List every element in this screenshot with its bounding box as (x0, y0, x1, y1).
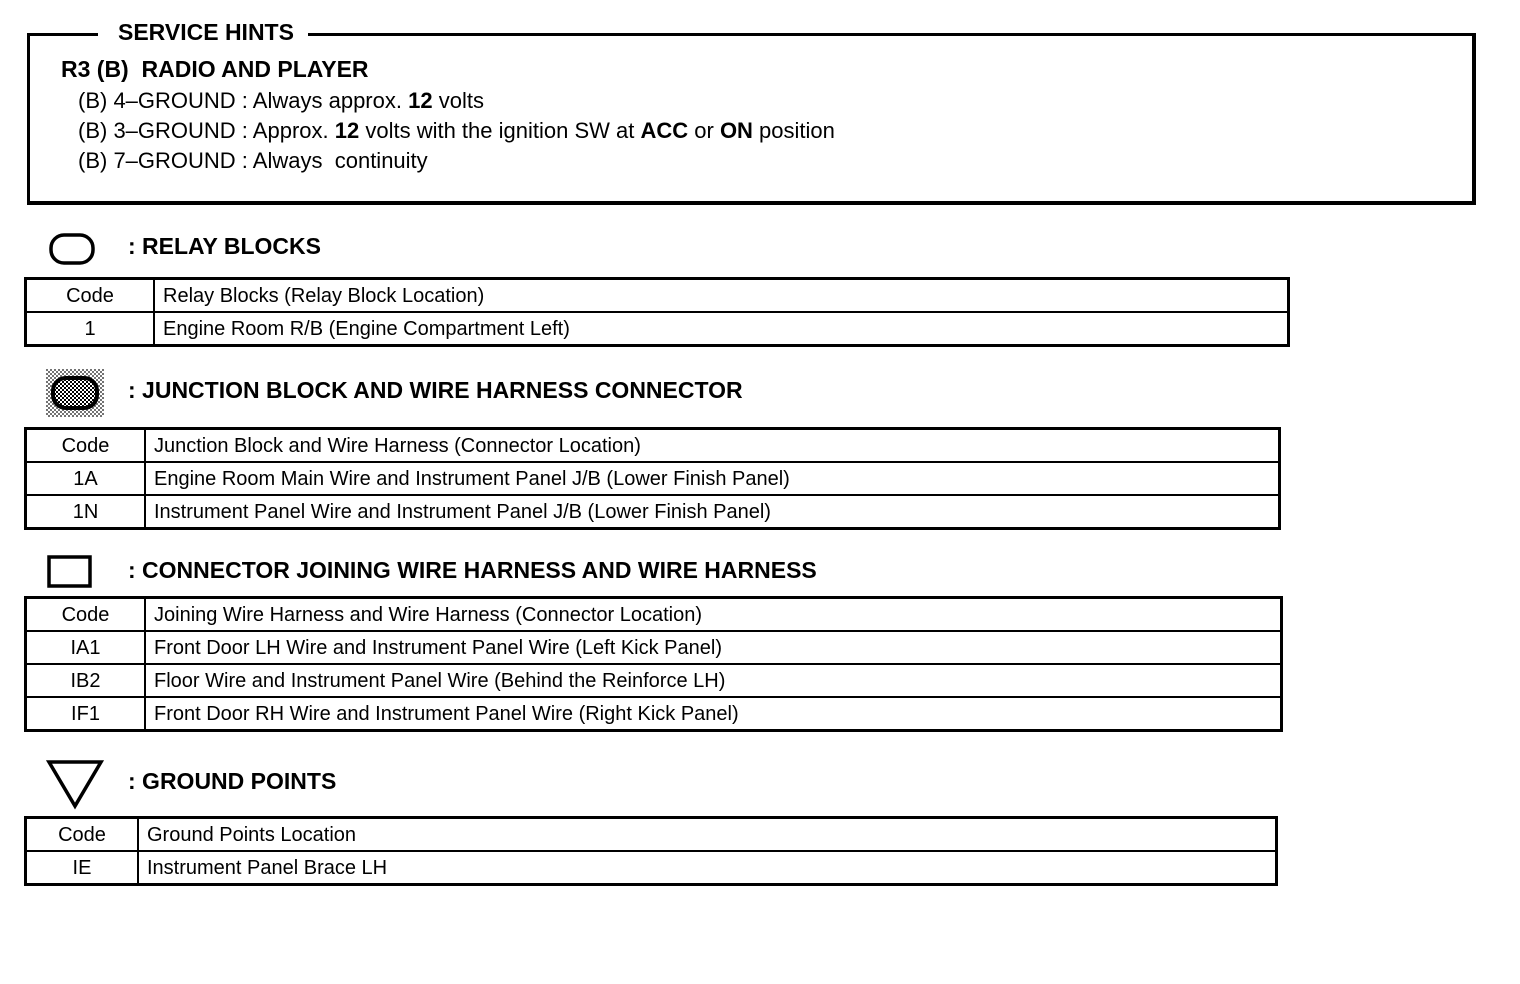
table-header-row (26, 429, 1280, 463)
ground-points-title: : GROUND POINTS (128, 768, 337, 794)
triangle-icon (46, 758, 104, 810)
service-hints-title: SERVICE HINTS (98, 17, 308, 47)
desc-cell: Engine Room R/B (Engine Compartment Left) (154, 312, 1289, 346)
table-header-row (26, 279, 1289, 313)
desc-cell: Instrument Panel Brace LH (138, 851, 1277, 885)
connectors-title: : CONNECTOR JOINING WIRE HARNESS AND WIRE HARNESS (128, 557, 817, 583)
rectangle-icon (46, 554, 94, 590)
junction-blocks-title: : JUNCTION BLOCK AND WIRE HARNESS CONNECTOR (128, 377, 743, 403)
shaded-rounded-rect-icon (46, 369, 104, 417)
table-row (26, 462, 1280, 495)
desc-cell: Front Door RH Wire and Instrument Panel Wire (Right Kick Panel) (145, 697, 1282, 731)
desc-cell: Front Door LH Wire and Instrument Panel Wire (Left Kick Panel) (145, 631, 1282, 664)
service-hint-line: (B) 4–GROUND : Always approx. 12 volts (78, 88, 484, 113)
table-row (26, 312, 1289, 346)
desc-cell: Floor Wire and Instrument Panel Wire (Behind the Reinforce LH) (145, 664, 1282, 697)
junction-blocks-table (24, 427, 1281, 530)
code-header: Code (26, 279, 155, 313)
code-cell: IB2 (26, 664, 146, 697)
table-header-row (26, 598, 1282, 632)
service-hint-line: (B) 3–GROUND : Approx. 12 volts with the ignition SW at ACC or ON position (78, 118, 835, 143)
ground-points-table (24, 816, 1278, 886)
code-cell: IA1 (26, 631, 146, 664)
relay-blocks-title: : RELAY BLOCKS (128, 233, 321, 259)
code-cell: 1 (26, 312, 155, 346)
relay-blocks-table (24, 277, 1290, 347)
desc-cell: Engine Room Main Wire and Instrument Panel J/B (Lower Finish Panel) (145, 462, 1280, 495)
rounded-rect-icon (48, 232, 96, 266)
connectors-table (24, 596, 1283, 732)
desc-header: Joining Wire Harness and Wire Harness (Connector Location) (145, 598, 1282, 632)
code-header: Code (26, 429, 146, 463)
code-cell: 1A (26, 462, 146, 495)
table-row (26, 664, 1282, 697)
desc-header: Junction Block and Wire Harness (Connector Location) (145, 429, 1280, 463)
code-header: Code (26, 598, 146, 632)
table-row (26, 631, 1282, 664)
code-header: Code (26, 818, 139, 852)
table-row (26, 697, 1282, 731)
code-cell: IF1 (26, 697, 146, 731)
service-hint-heading: R3 (B) RADIO AND PLAYER (61, 56, 369, 82)
table-row (26, 851, 1277, 885)
desc-cell: Instrument Panel Wire and Instrument Panel J/B (Lower Finish Panel) (145, 495, 1280, 529)
desc-header: Relay Blocks (Relay Block Location) (154, 279, 1289, 313)
service-hint-line: (B) 7–GROUND : Always continuity (78, 148, 428, 173)
code-cell: 1N (26, 495, 146, 529)
table-header-row (26, 818, 1277, 852)
desc-header: Ground Points Location (138, 818, 1277, 852)
code-cell: IE (26, 851, 139, 885)
table-row (26, 495, 1280, 529)
